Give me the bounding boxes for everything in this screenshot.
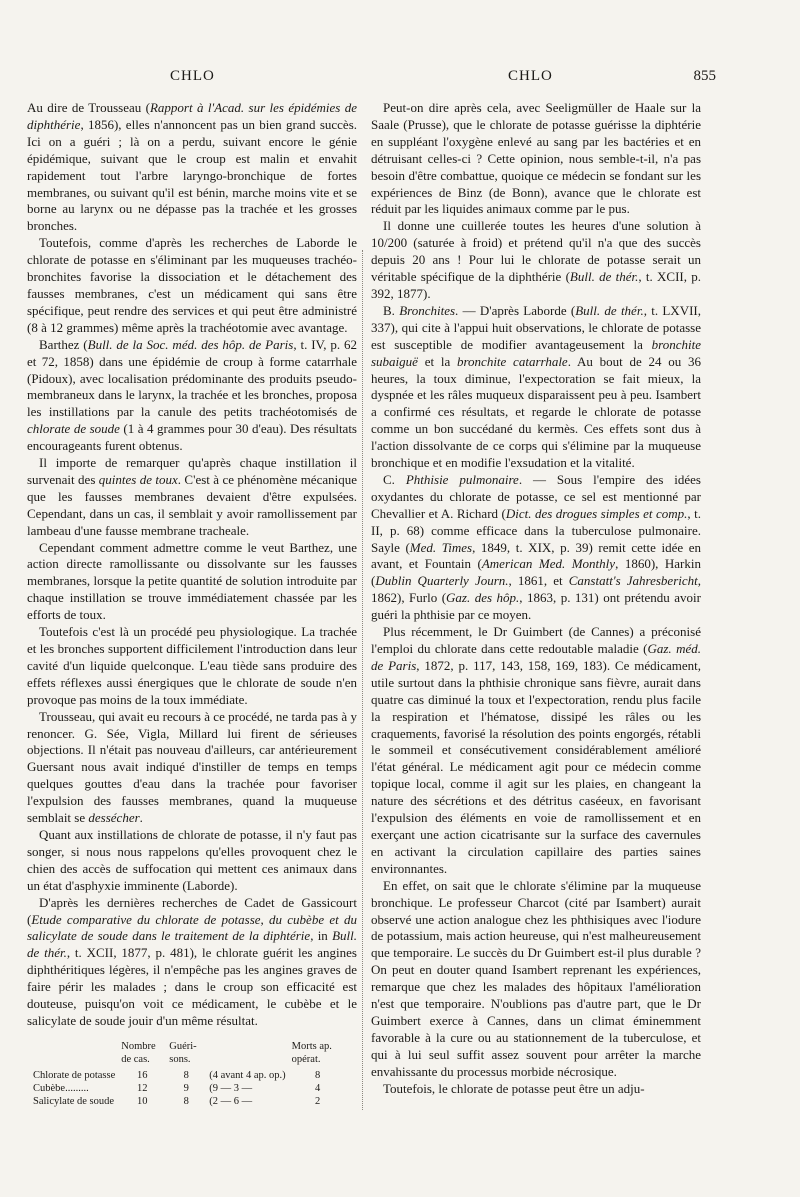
- running-head: [0, 68, 800, 92]
- table-cell: Chlorate de potasse: [33, 1069, 116, 1081]
- left-paragraph-5: Cependant comment admettre comme le veut Barthez, une action directe ramollissante ou dissolvante sur les fausses membranes, lorsque la petite quantité de solution introduite par chaque instillation se trouve immédiatement chassée par les efforts de toux.: [27, 539, 357, 623]
- column-divider: [362, 250, 363, 1110]
- table-header: Guéri-sons.: [169, 1040, 197, 1065]
- right-paragraph-3: B. Bronchites. — D'après Laborde (Bull. de thér., t. LXVII, 337), qui cite à l'appui huit observations, le chlorate de potasse est susceptible de modifier avantageusement la bronchite subaiguë et la bronchite catarrhale. Au bout de 24 ou 36 heures, la toux diminue, l'expectoration se fait mieux, la dyspnée et les râles muqueux disparaissent peu à peu. Isambert a confirmé ces résultats, et regarde le chlorate de potasse comme un bon succédané du kermès. Ces effets sont dus à l'action dissolvante de ce corps qui s'élimine par la muqueuse bronchique et en modifie l'exsudation et la vitalité.: [371, 302, 701, 471]
- left-paragraph-8: Quant aux instillations de chlorate de potasse, il n'y faut pas songer, si nous nous rappelons qu'elles provoquent chez le chien des accès de suffocation qui mettent ces animaux dans un état d'asphyxie imminente (Laborde).: [27, 826, 357, 893]
- left-column: [27, 100, 357, 1108]
- table-cell: 16: [136, 1069, 148, 1081]
- table-header: Nombre de cas.: [121, 1040, 156, 1065]
- left-paragraph-2: Toutefois, comme d'après les recherches de Laborde le chlorate de potasse en s'éliminant par les muqueuses trachéo-bronchites favorise la dissociation et le détachement des fausses membranes, c'est un médicament qui sans être spécifique, peut rendre des services et qui peut être administré (8 à 12 grammes) même après la trachéotomie avec avantage.: [27, 235, 357, 335]
- table-cell: 8: [315, 1069, 321, 1081]
- table-header: Morts ap. opérat.: [291, 1040, 332, 1065]
- right-paragraph-2: Il donne une cuillerée toutes les heures d'une solution à 10/200 (saturée à froid) et prétend qu'il n'a que des succès depuis 20 ans ! Pour lui le chlorate de potasse serait un véritable spécifique de la diphthérie (Bull. de thér., t. XCII, p. 392, 1877).: [371, 218, 701, 301]
- results-table: [33, 1040, 350, 1108]
- left-paragraph-1: Au dire de Trousseau (Rapport à l'Acad. sur les épidémies de diphthérie, 1856), elles n'annoncent pas un bien grand succès. Ici on a guéri ; là on a perdu, suivant encore le génie épidémique, suivant que le croup est malin et envahit rapidement tout l'arbre laryngo-bronchique de fortes membranes, ou suivant qu'il est bénin, marche moins vite et se borne au larynx ou ne dépasse pas la trachée et les grosses bronches.: [27, 100, 357, 234]
- left-paragraph-7: Trousseau, qui avait eu recours à ce procédé, ne tarda pas à y renoncer. G. Sée, Vigla, Millard lui firent de sérieuses objections. Il n'était pas nouveau d'ailleurs, car antérieurement Guersant nous avait indiqué d'instiller de temps en temps quelques gouttes d'eau dans la trachée pour favoriser l'expulsion des fausses membranes, quand la muqueuse semblait se dessécher.: [27, 708, 357, 826]
- table-cell: 12: [136, 1082, 148, 1094]
- table-cell: 8: [183, 1095, 189, 1107]
- right-paragraph-5: Plus récemment, le Dr Guimbert (de Cannes) a préconisé l'emploi du chlorate dans cette redoutable maladie (Gaz. méd. de Paris, 1872, p. 117, 143, 158, 169, 183). Ce médicament, utile surtout dans la phthisie chronique sans fièvre, aurait dans quatre cas diminué la toux et l'expectoration, rendu plus facile la respiration et l'hématose, dissipé les râles ou les craquements, favorisé la résolution des points engorgés, rétabli le sommeil et consécutivement considérablement amélioré l'état général. Le médicament agit pour ce médecin comme topique local, comme il agit sur les plaies, en changeant la nature des sécrétions et des détritus caséeux, en favorisant l'expulsion des éléments en voie de ramollissement et en exerçant une action cicatrisante sur la surface des cavernules en activant la circulation capillaire des parties saines environnantes.: [371, 624, 701, 876]
- left-paragraph-3: Barthez (Bull. de la Soc. méd. des hôp. de Paris, t. IV, p. 62 et 72, 1858) dans une épidémie de croup à forme catarrhale (Pidoux), avec localisation prédominante des produits pseudo-membraneux dans le larynx, la trachée et les bronches, proposa les instillations par la canule des petits trachéotomisés de chlorate de soude (1 à 4 grammes pour 30 d'eau). Des résultats encourageants furent obtenus.: [27, 336, 357, 454]
- table-header-row: [33, 1040, 350, 1069]
- table-cell: Salicylate de soude: [33, 1095, 115, 1107]
- table-cell: 9: [183, 1082, 189, 1094]
- right-paragraph-7: Toutefois, le chlorate de potasse peut être un adju-: [383, 1080, 645, 1096]
- right-paragraph-1: Peut-on dire après cela, avec Seeligmüller de Haale sur la Saale (Prusse), que le chlorate de potasse guérisse la diphtérie en suppléant l'oxygène enlevé au sang par les bactéries et en détruisant celles-ci ? Cette opinion, nous semble-t-il, n'a pas besoin d'être combattue, quoique ce médecin se fondant sur les expériences de Binz (de Bonn), avance que le chlorate est réduit par les liquides animaux comme par le pus.: [371, 100, 701, 217]
- right-column: [371, 100, 701, 1097]
- table-cell: Cubèbe.........: [33, 1082, 89, 1094]
- table-row: [33, 1069, 350, 1082]
- left-paragraph-4: Il importe de remarquer qu'après chaque instillation il survenait des quintes de toux. C'est à ce phénomène mécanique que les fausses membranes devaient d'être expulsées. Cependant, dans un cas, il semblait y avoir ramollissement par lambeau d'une fausse membrane tracheale.: [27, 455, 357, 538]
- table-cell: (4 avant 4 ap. op.): [209, 1069, 286, 1081]
- table-row: [33, 1082, 350, 1095]
- right-paragraph-4: C. Phthisie pulmonaire. — Sous l'empire des idées oxydantes du chlorate de potasse, ce sel est mentionné par Chevallier et A. Richard (Dict. des drogues simples et comp., t. II, p. 68) comme efficace dans la tuberculose pulmonaire. Sayle (Med. Times, 1849, t. XIX, p. 39) remit cette idée en avant, et Fountain (American Med. Monthly, 1860), Harkin (Dublin Quarterly Journ., 1861, et Canstatt's Jahresbericht, 1862), Furlo (Gaz. des hôp., 1863, p. 131) ont prétendu avoir guéri la phthisie par ce moyen.: [371, 471, 701, 623]
- left-paragraph-9: D'après les dernières recherches de Cadet de Gassicourt (Etude comparative du chlorate de potasse, du cubèbe et du salicylate de soude dans le traitement de la diphtérie, in Bull. de thér., t. XCII, 1877, p. 481), le chlorate guérit les angines diphthéritiques légères, il n'empêche pas les angines graves de faire périr les malades ; dans le croup son efficacité est douteuse, puisqu'on voit ce médicament, le cubèbe et le salicylate de soude jouir d'un même résultat.: [27, 894, 357, 1028]
- running-head-left: CHLO: [170, 68, 215, 84]
- running-head-center: CHLO: [508, 68, 553, 84]
- table-cell: 2: [315, 1095, 321, 1107]
- table-header: [209, 1040, 291, 1069]
- table-cell: 4: [315, 1082, 321, 1094]
- table-cell: 8: [183, 1069, 189, 1081]
- right-paragraph-6: En effet, on sait que le chlorate s'élimine par la muqueuse bronchique. Le professeur Charcot (cité par Isambert) aurait observé une action analogue chez les phthisiques avec l'iodure de potassium, mais action heureuse, qui n'est malheureusement que temporaire. Le succès du Dr Guimbert est-il plus durable ? On peut en douter quand Isambert reprenant les expériences, remarque que chez les malades des hôpitaux l'amélioration n'est que temporaire. N'oublions pas d'autre part, que le Dr Guimbert exerce à Cannes, dans un climat éminemment favorable à la cure ou au stationnement de la tuberculose, et qui à lui seul suffit assez souvent pour arrêter la marche envahissante du processus morbide nécrosique.: [371, 877, 701, 1079]
- table-row: [33, 1095, 350, 1108]
- table-cell: (2 — 6 —: [209, 1095, 253, 1107]
- left-paragraph-6: Toutefois c'est là un procédé peu physiologique. La trachée et les bronches supportent difficilement l'introduction dans leur cavité d'un liquide quelconque. L'eau tiède sans produire des effets réflexes aussi énergiques que le chlorate de soude n'en provoque pas moins de la toux immédiate.: [27, 624, 357, 707]
- table-cell: (9 — 3 —: [209, 1082, 253, 1094]
- table-header: [33, 1040, 121, 1069]
- page-number: 855: [693, 68, 716, 84]
- table-cell: 10: [136, 1095, 148, 1107]
